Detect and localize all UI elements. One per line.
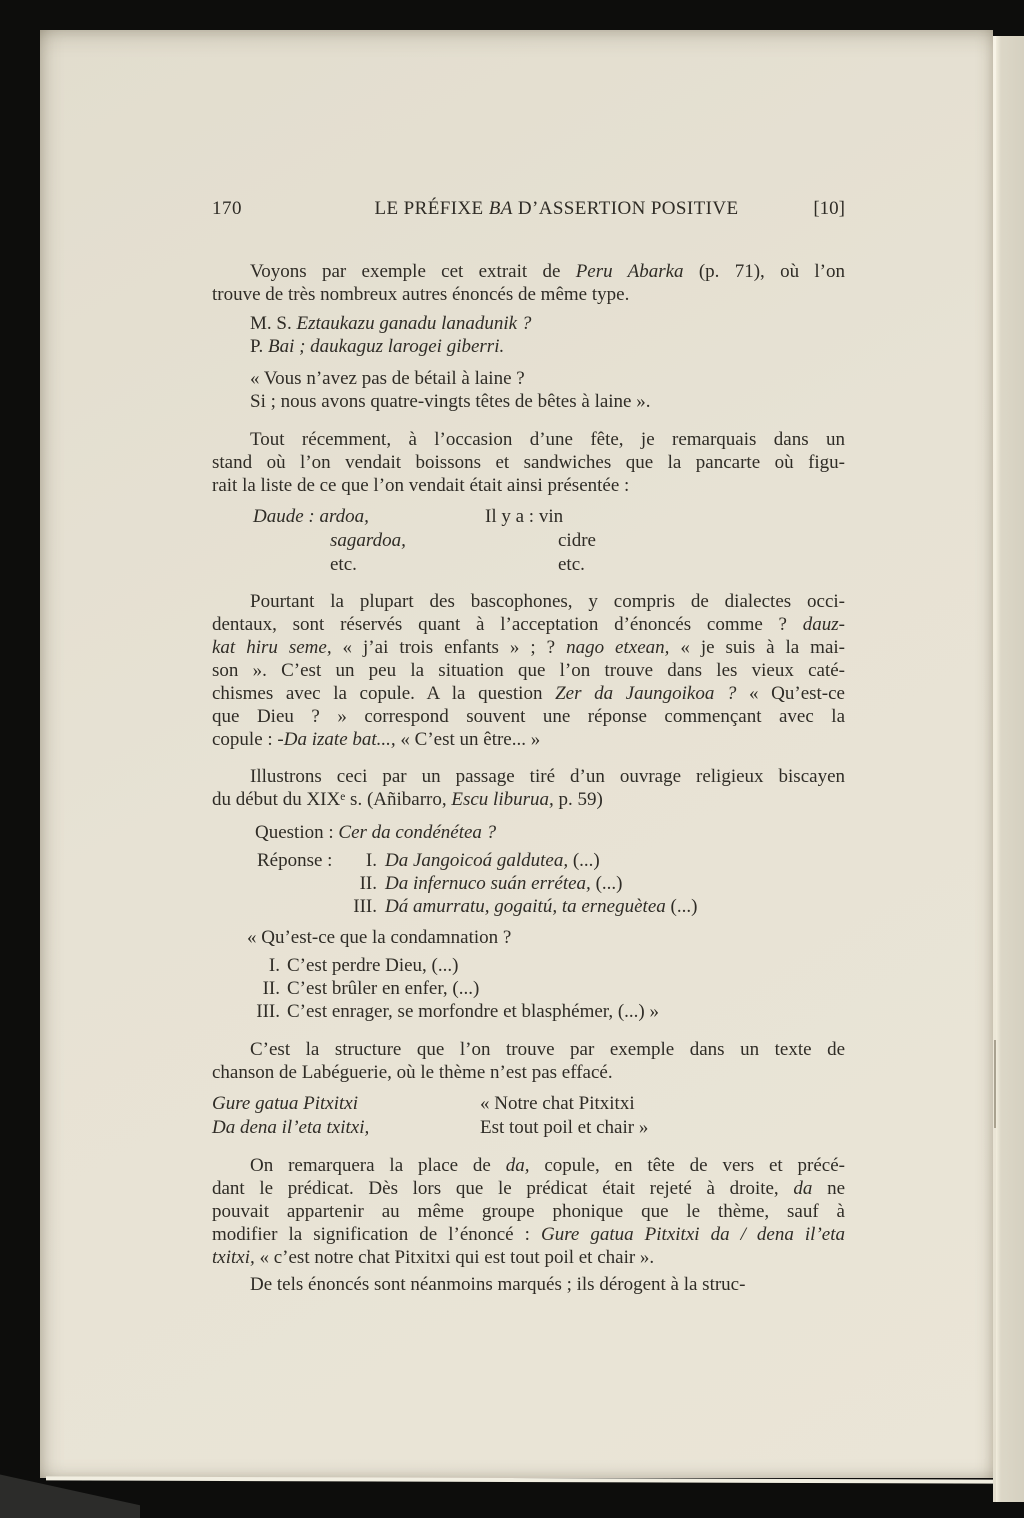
page-number: 170: [212, 198, 242, 219]
reponse-label: Réponse :: [257, 850, 333, 871]
text-segment: (p. 71), où l’on: [683, 261, 845, 282]
list-numeral: I.: [365, 850, 377, 871]
text-segment: « je suis à la mai-: [669, 637, 845, 658]
text-line: [485, 553, 596, 577]
paragraph-pourtant: [212, 590, 845, 751]
text-segment: Question :: [255, 822, 339, 843]
text-segment: Il y a : vin: [485, 506, 564, 527]
text-line: [212, 682, 845, 705]
reponse-item: [257, 895, 845, 918]
text-segment: « C’est un être... »: [395, 729, 541, 750]
text-segment: modifier la signification de l’énoncé :: [212, 1224, 541, 1245]
text-line: [212, 613, 845, 636]
text-segment: s. (Añibarro,: [345, 789, 452, 810]
text-line: [485, 505, 596, 529]
text-segment: sagardoa,: [330, 530, 406, 551]
reponse-list: [212, 849, 845, 918]
text-segment: da,: [505, 1155, 530, 1176]
running-title: [332, 197, 781, 220]
text-segment: Pourtant la plupart des bascophones, y compris de dialectes occi-: [250, 591, 845, 612]
text-segment: Voyons par exemple cet extrait de: [250, 261, 576, 282]
text-segment: e: [340, 790, 346, 803]
text-line: [212, 1223, 845, 1246]
text-line: [212, 1273, 845, 1296]
text-segment: ne: [812, 1178, 845, 1199]
text-segment: copule : -: [212, 729, 284, 750]
text-segment: Eztaukazu ganadu lanadunik ?: [296, 313, 532, 334]
question-line: [212, 821, 845, 844]
text-segment: Da izate bat...,: [283, 729, 396, 750]
condamnation-list: [212, 954, 845, 1023]
text-segment: Peru Abarka: [575, 261, 684, 282]
text-line: [212, 260, 845, 283]
text-segment: chismes avec la copule. A la question: [212, 683, 556, 704]
list-text: C’est enrager, se morfondre et blasphémer, (...) »: [287, 1001, 660, 1022]
book-page: [40, 30, 993, 1478]
text-segment: da: [793, 1178, 813, 1199]
text-segment: Dá amurratu, gogaitú, ta erneguètea: [385, 896, 666, 917]
text-segment: chanson de Labéguerie, où le thème n’est pas effacé.: [212, 1062, 613, 1083]
text-segment: (...): [590, 873, 623, 894]
text-segment: son ». C’est un peu la situation que l’on trouve dans les vieux caté-: [212, 660, 845, 681]
text-segment: Da dena il’eta txitxi,: [212, 1117, 370, 1138]
text-segment: dauz-: [802, 614, 845, 635]
pancarte-french-column: [485, 505, 596, 577]
text-line: [212, 1246, 845, 1269]
text-line: [212, 1116, 480, 1140]
spacer: [257, 872, 339, 895]
text-line: [250, 390, 845, 413]
text-line: [480, 1116, 648, 1140]
text-line: [212, 1154, 845, 1177]
text-segment: D’ASSERTION POSITIVE: [512, 198, 739, 219]
text-line: [212, 636, 845, 659]
text-segment: etc.: [330, 554, 357, 575]
reponse-item: [257, 849, 845, 872]
text-segment: Si ; nous avons quatre-vingts têtes de bêtes à laine ».: [250, 391, 651, 412]
text-segment: Gure gatua Pitxitxi da / dena il’eta: [540, 1224, 845, 1245]
text-segment: nago etxean,: [566, 637, 670, 658]
text-line: [212, 1200, 845, 1223]
text-segment: p. 59): [553, 789, 603, 810]
text-segment: Bai ; daukaguz larogei giberri.: [267, 336, 505, 357]
verse-columns: [212, 1092, 845, 1140]
text-segment: que Dieu ? » correspond souvent une réponse commençant avec la: [212, 706, 845, 727]
text-segment: Daude : ardoa,: [253, 506, 369, 527]
text-segment: du début du XIX: [212, 789, 341, 810]
list-numeral: III.: [353, 896, 377, 917]
text-segment: (...): [665, 896, 698, 917]
text-line: [212, 590, 845, 613]
paragraph-illustrons: [212, 765, 845, 814]
text-segment: copule, en tête de vers et précé-: [529, 1155, 845, 1176]
paragraph-detels: [212, 1273, 845, 1296]
dialogue-block: [212, 312, 845, 358]
text-segment: Tout récemment, à l’occasion d’une fête, je remarquais dans un: [250, 429, 845, 450]
list-text: [377, 872, 845, 895]
paragraph-remarquera: [212, 1154, 845, 1269]
text-segment: C’est la structure que l’on trouve par exemple dans un texte de: [250, 1039, 845, 1060]
spacer: [257, 895, 339, 918]
text-segment: etc.: [558, 554, 585, 575]
text-line: [212, 659, 845, 682]
pancarte-basque-column: [253, 505, 485, 577]
text-segment: (...): [568, 850, 600, 871]
text-segment: Gure gatua Pitxitxi: [212, 1093, 358, 1114]
text-segment: txitxi,: [212, 1247, 255, 1268]
text-line: [212, 1038, 845, 1061]
verse-french-column: [480, 1092, 648, 1140]
next-page-edge: [996, 36, 1024, 1502]
text-line: [212, 765, 845, 788]
paragraph-structure: [212, 1038, 845, 1084]
condamnation-item: [242, 954, 845, 977]
text-segment: dant le prédicat. Dès lors que le prédicat était rejeté à droite,: [212, 1178, 794, 1199]
list-numeral: I.: [268, 955, 280, 976]
text-segment: « Vous n’avez pas de bétail à laine ?: [250, 368, 525, 389]
text-line: [212, 1061, 845, 1084]
text-segment: P.: [250, 336, 268, 357]
condamnation-item: [242, 1000, 845, 1023]
crease-mark: [994, 1040, 996, 1128]
list-numeral: II.: [359, 873, 377, 894]
text-line: [212, 428, 845, 451]
list-text: [377, 895, 845, 918]
pancarte-columns: [212, 505, 845, 577]
text-segment: LE PRÉFIXE: [374, 198, 489, 219]
text-line: [253, 553, 485, 577]
text-line: [212, 1177, 845, 1200]
text-line: [212, 788, 845, 814]
text-segment: BA: [488, 198, 513, 219]
margin-reference: [10]: [813, 198, 845, 219]
text-segment: Da Jangoicoá galdutea,: [385, 850, 569, 871]
paragraph-voyons: [212, 260, 845, 306]
text-line: [212, 283, 845, 306]
text-line: [485, 529, 596, 553]
text-line: [212, 1092, 480, 1116]
text-segment: dentaux, sont réservés quant à l’acceptation d’énoncés comme ?: [212, 614, 803, 635]
list-text: [377, 849, 845, 872]
list-text: C’est brûler en enfer, (...): [287, 978, 480, 999]
text-segment: stand où l’on vendait boissons et sandwiches que la pancarte où figu-: [212, 452, 845, 473]
condamnation-intro: « Qu’est-ce que la condamnation ?: [247, 927, 512, 948]
text-segment: Da infernuco suán errétea,: [385, 873, 591, 894]
verse-basque-column: [212, 1092, 480, 1140]
list-numeral: III.: [256, 1001, 280, 1022]
page-header: [212, 197, 845, 220]
text-segment: cidre: [558, 530, 596, 551]
page-content: [212, 197, 845, 1296]
text-line: [250, 312, 845, 335]
text-segment: On remarquera la place de: [250, 1155, 506, 1176]
text-segment: « c’est notre chat Pitxitxi qui est tout poil et chair ».: [254, 1247, 655, 1268]
text-line: [253, 529, 485, 553]
text-segment: De tels énoncés sont néanmoins marqués ; ils dérogent à la struc-: [250, 1274, 746, 1295]
list-text: C’est perdre Dieu, (...): [287, 955, 459, 976]
text-segment: pouvait appartenir au même groupe phonique que le thème, sauf à: [212, 1201, 845, 1222]
text-line: [253, 505, 485, 529]
text-line: [212, 728, 845, 751]
list-numeral: II.: [262, 978, 280, 999]
text-segment: M. S.: [250, 313, 297, 334]
text-line: [250, 367, 845, 390]
text-segment: « Notre chat Pitxitxi: [480, 1093, 635, 1114]
text-line: [250, 335, 845, 358]
text-segment: rait la liste de ce que l’on vendait était ainsi présentée :: [212, 475, 630, 496]
text-segment: kat hiru seme,: [212, 637, 332, 658]
text-segment: « j’ai trois enfants » ; ?: [331, 637, 567, 658]
text-segment: Est tout poil et chair »: [480, 1117, 649, 1138]
text-segment: trouve de très nombreux autres énoncés de même type.: [212, 284, 630, 305]
text-line: [212, 451, 845, 474]
text-line: [212, 705, 845, 728]
text-segment: Illustrons ceci par un passage tiré d’un ouvrage religieux biscayen: [250, 766, 845, 787]
text-segment: Zer da Jaungoikoa ?: [555, 683, 737, 704]
condamnation-item: [242, 977, 845, 1000]
text-segment: Escu liburua,: [451, 789, 554, 810]
text-segment: « Qu’est-ce: [736, 683, 845, 704]
reponse-item: [257, 872, 845, 895]
paragraph-recemment: [212, 428, 845, 497]
text-line: [212, 474, 845, 497]
text-line: [480, 1092, 648, 1116]
text-segment: Cer da condénétea ?: [338, 822, 497, 843]
translation-quote-block: [212, 367, 845, 413]
